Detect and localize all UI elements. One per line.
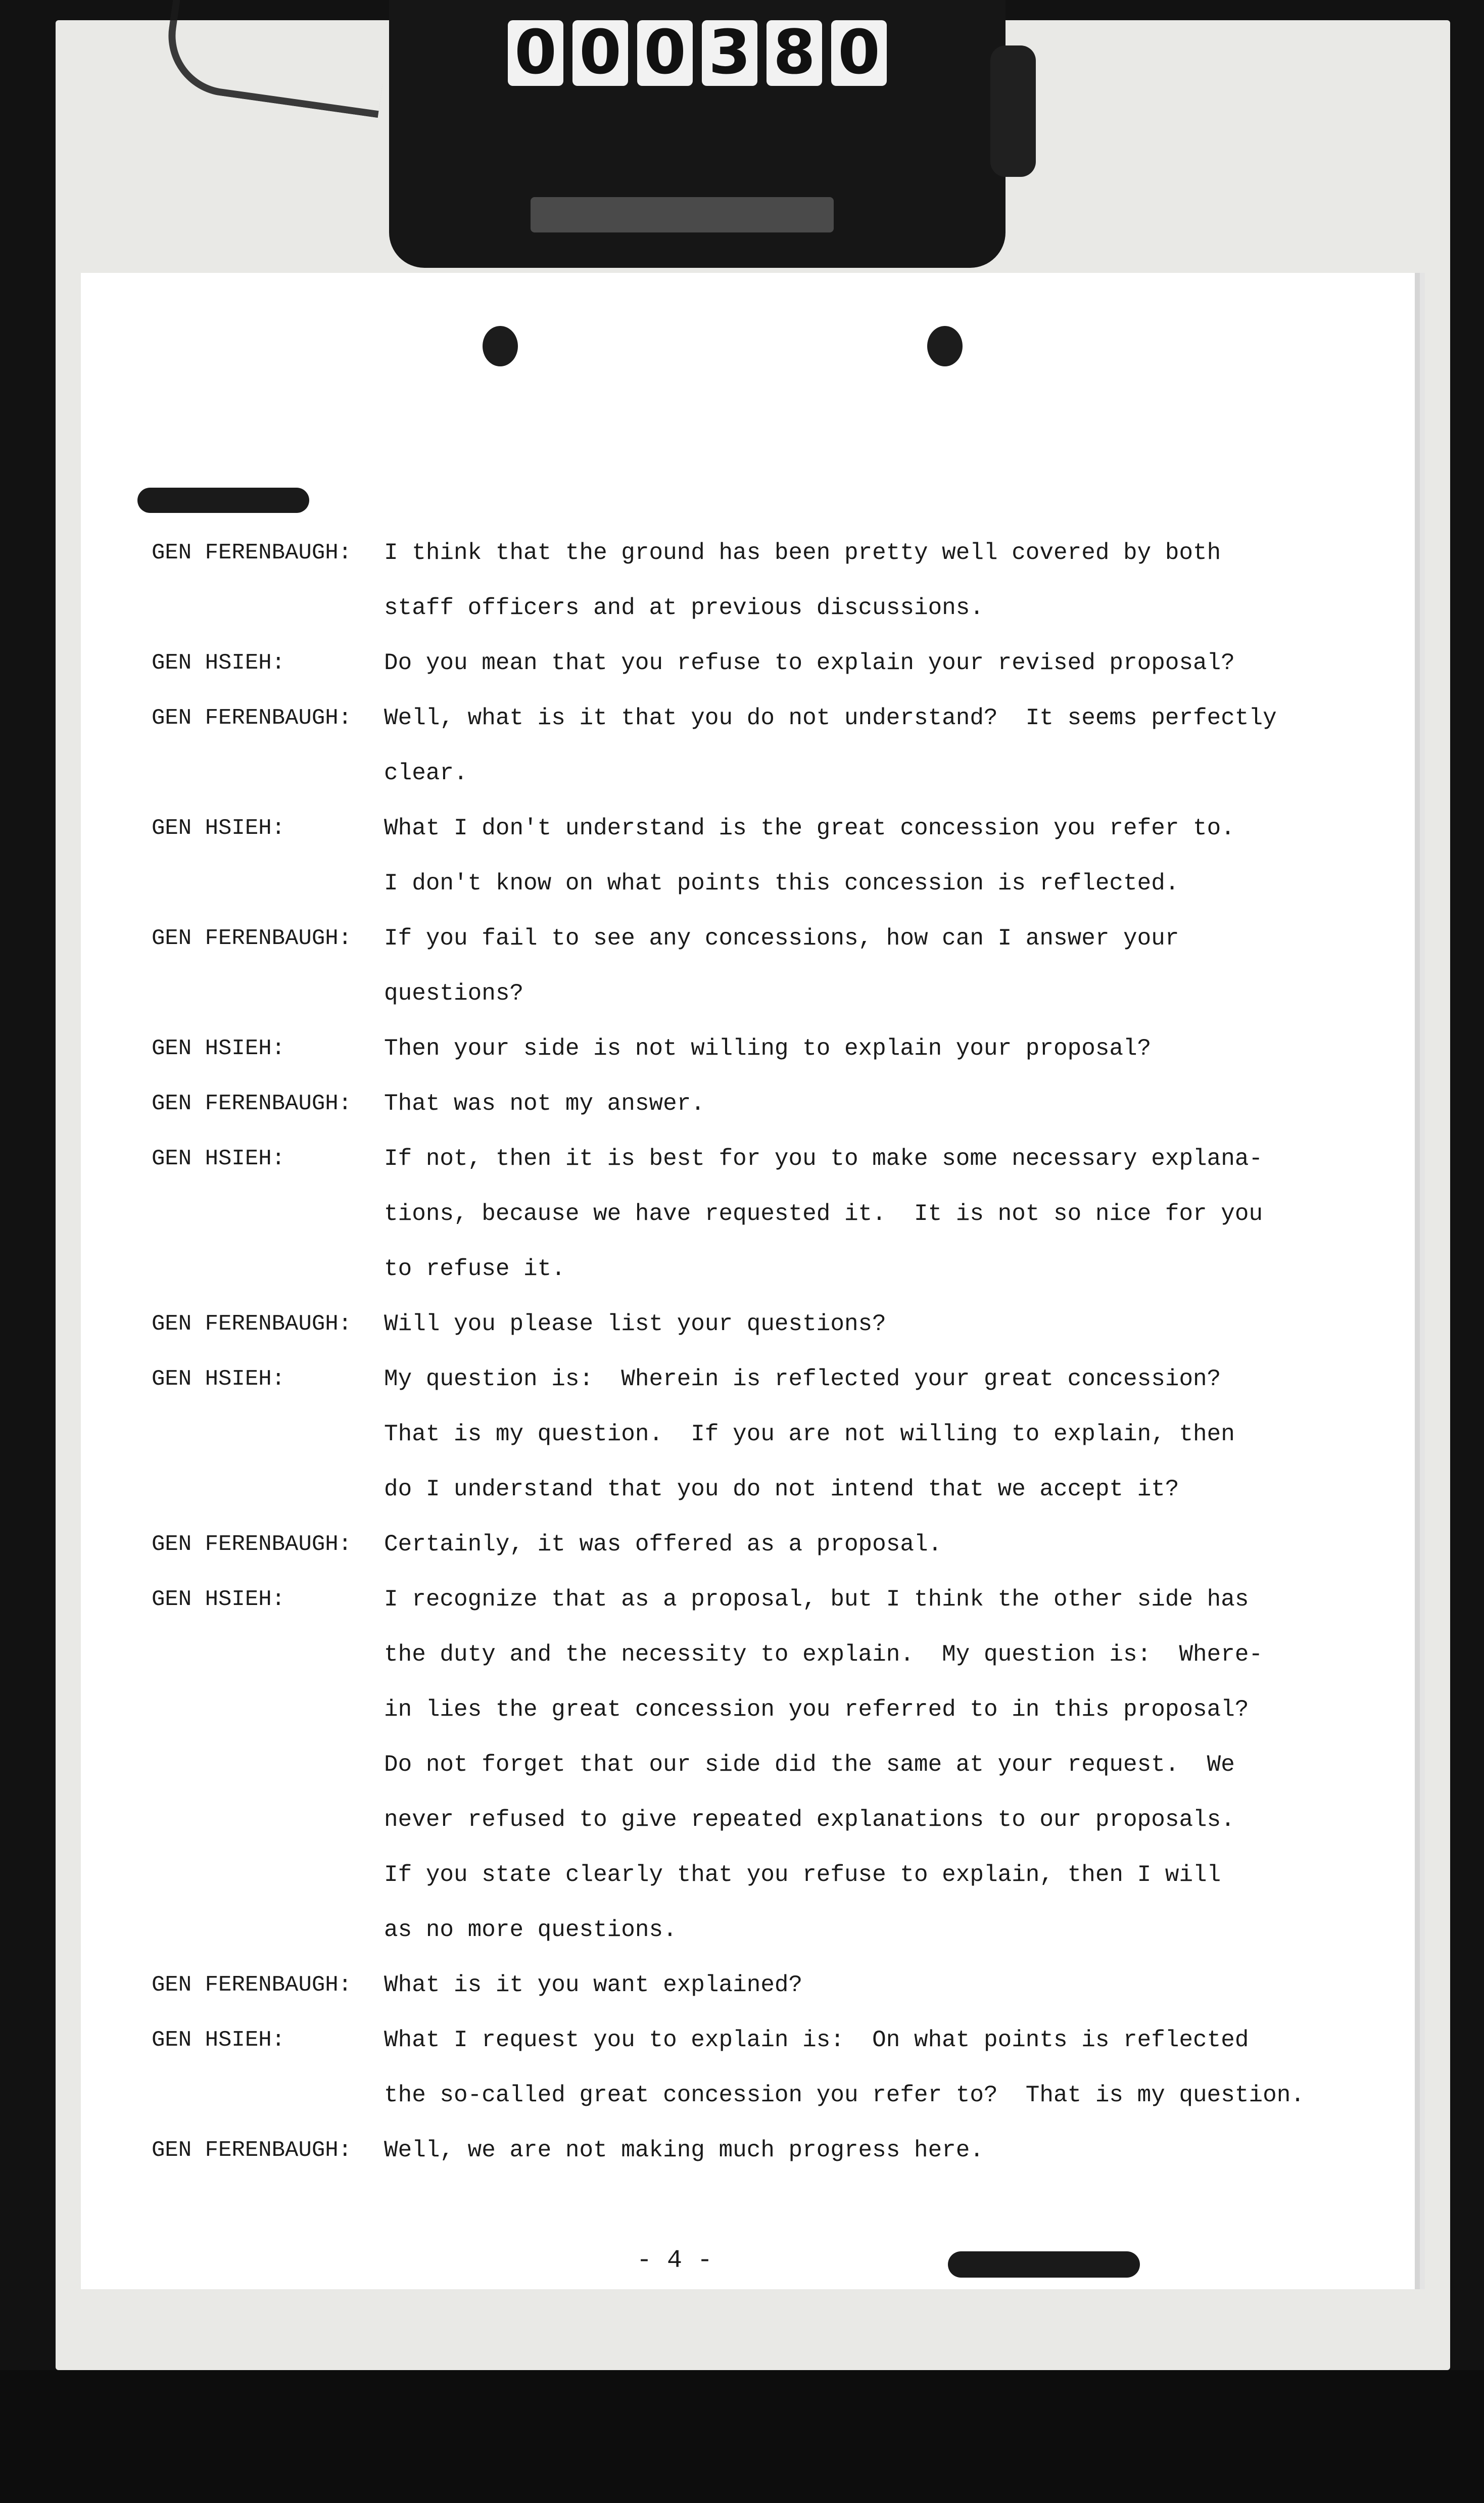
speech-line: questions?	[384, 980, 524, 1007]
speech-line: Will you please list your questions?	[384, 1311, 886, 1337]
speech-line: That is my question. If you are not willing to explain, then	[384, 1421, 1235, 1447]
transcript-entry	[152, 691, 1374, 801]
speech-text	[384, 1517, 1374, 1572]
transcript-entry	[152, 1297, 1374, 1352]
speech-text	[384, 1352, 1374, 1517]
speech-line: My question is: Wherein is reflected your great concession?	[384, 1366, 1221, 1392]
speech-text	[384, 1076, 1374, 1131]
speech-text	[384, 1131, 1374, 1297]
transcript-entry	[152, 911, 1374, 1021]
speech-text	[384, 911, 1374, 1021]
speaker-label: GEN HSIEH:	[152, 1036, 285, 1061]
speaker-label: GEN HSIEH:	[152, 2027, 285, 2053]
speech-line: I think that the ground has been pretty well covered by both	[384, 540, 1221, 566]
transcript-entry	[152, 1572, 1374, 1958]
speaker-label: GEN FERENBAUGH:	[152, 1532, 352, 1557]
speaker-label: GEN FERENBAUGH:	[152, 705, 352, 731]
speech-line: Do you mean that you refuse to explain your revised proposal?	[384, 650, 1235, 676]
speech-line: clear.	[384, 760, 468, 786]
speech-line: as no more questions.	[384, 1917, 677, 1943]
transcript-entry	[152, 636, 1374, 691]
page-number: - 4 -	[637, 2246, 713, 2275]
speech-line: What I request you to explain is: On what points is reflected	[384, 2027, 1249, 2053]
speech-text	[384, 2013, 1374, 2123]
speech-line: Certainly, it was offered as a proposal.	[384, 1531, 942, 1557]
speaker-label: GEN FERENBAUGH:	[152, 926, 352, 951]
film-bottom-edge	[0, 2370, 1484, 2503]
speaker-label: GEN FERENBAUGH:	[152, 1091, 352, 1116]
speech-text	[384, 801, 1374, 911]
speech-line: staff officers and at previous discussions.	[384, 595, 984, 621]
speech-line: the duty and the necessity to explain. My question is: Where-	[384, 1641, 1263, 1668]
speaker-label: GEN FERENBAUGH:	[152, 1311, 352, 1337]
speech-line: Well, what is it that you do not understand? It seems perfectly	[384, 705, 1277, 731]
speech-line: What is it you want explained?	[384, 1972, 803, 1998]
speech-line: I don't know on what points this concession is reflected.	[384, 870, 1179, 896]
speech-text	[384, 1021, 1374, 1076]
transcript-entry	[152, 526, 1374, 636]
counter-digit: 0	[508, 20, 563, 86]
speech-text	[384, 526, 1374, 636]
transcript-entry	[152, 1076, 1374, 1131]
speech-text	[384, 691, 1374, 801]
speech-line: That was not my answer.	[384, 1091, 705, 1117]
transcript-entry	[152, 1352, 1374, 1517]
counter-plate	[531, 197, 834, 232]
speech-text	[384, 1572, 1374, 1958]
counter-digit: 3	[702, 20, 757, 86]
speech-line: Then your side is not willing to explain your proposal?	[384, 1035, 1152, 1062]
transcript-entry	[152, 2013, 1374, 2123]
speech-line: If you state clearly that you refuse to explain, then I will	[384, 1862, 1221, 1888]
transcript-entry	[152, 1131, 1374, 1297]
speech-line: tions, because we have requested it. It is not so nice for you	[384, 1201, 1263, 1227]
speech-text	[384, 1297, 1374, 1352]
speech-line: do I understand that you do not intend that we accept it?	[384, 1476, 1179, 1502]
transcript-entry	[152, 801, 1374, 911]
transcript	[152, 526, 1374, 2178]
speaker-label: GEN FERENBAUGH:	[152, 1972, 352, 1998]
punch-hole-left	[483, 326, 518, 366]
speech-line: If not, then it is best for you to make some necessary explana-	[384, 1146, 1263, 1172]
counter-digit: 0	[572, 20, 628, 86]
speaker-label: GEN HSIEH:	[152, 816, 285, 841]
counter-digit: 0	[637, 20, 693, 86]
transcript-entry	[152, 1517, 1374, 1572]
speaker-label: GEN HSIEH:	[152, 650, 285, 676]
speaker-label: GEN FERENBAUGH:	[152, 540, 352, 565]
counter-digits	[490, 20, 904, 86]
speech-line: What I don't understand is the great concession you refer to.	[384, 815, 1235, 841]
redaction-mark-top	[137, 488, 309, 513]
transcript-entry	[152, 2123, 1374, 2178]
speech-text	[384, 2123, 1374, 2178]
speech-line: never refused to give repeated explanations to our proposals.	[384, 1807, 1235, 1833]
redaction-mark-bottom	[948, 2251, 1140, 2278]
speaker-label: GEN HSIEH:	[152, 1587, 285, 1612]
frame-counter	[389, 0, 1006, 268]
speech-text	[384, 1958, 1374, 2013]
counter-digit: 0	[831, 20, 887, 86]
transcript-entry	[152, 1021, 1374, 1076]
speech-line: Do not forget that our side did the same at your request. We	[384, 1752, 1235, 1778]
counter-digit: 8	[767, 20, 822, 86]
speech-line: in lies the great concession you referred to in this proposal?	[384, 1696, 1249, 1723]
speech-line: If you fail to see any concessions, how can I answer your	[384, 925, 1179, 952]
speaker-label: GEN FERENBAUGH:	[152, 2138, 352, 2163]
counter-knob	[990, 45, 1036, 177]
speech-text	[384, 636, 1374, 691]
speaker-label: GEN HSIEH:	[152, 1146, 285, 1171]
document-page	[81, 273, 1415, 2289]
speech-line: I recognize that as a proposal, but I think the other side has	[384, 1586, 1249, 1613]
transcript-entry	[152, 1958, 1374, 2013]
punch-hole-right	[927, 326, 963, 366]
speaker-label: GEN HSIEH:	[152, 1366, 285, 1392]
speech-line: the so-called great concession you refer to? That is my question.	[384, 2082, 1305, 2108]
speech-line: Well, we are not making much progress here.	[384, 2137, 984, 2163]
speech-line: to refuse it.	[384, 1256, 565, 1282]
